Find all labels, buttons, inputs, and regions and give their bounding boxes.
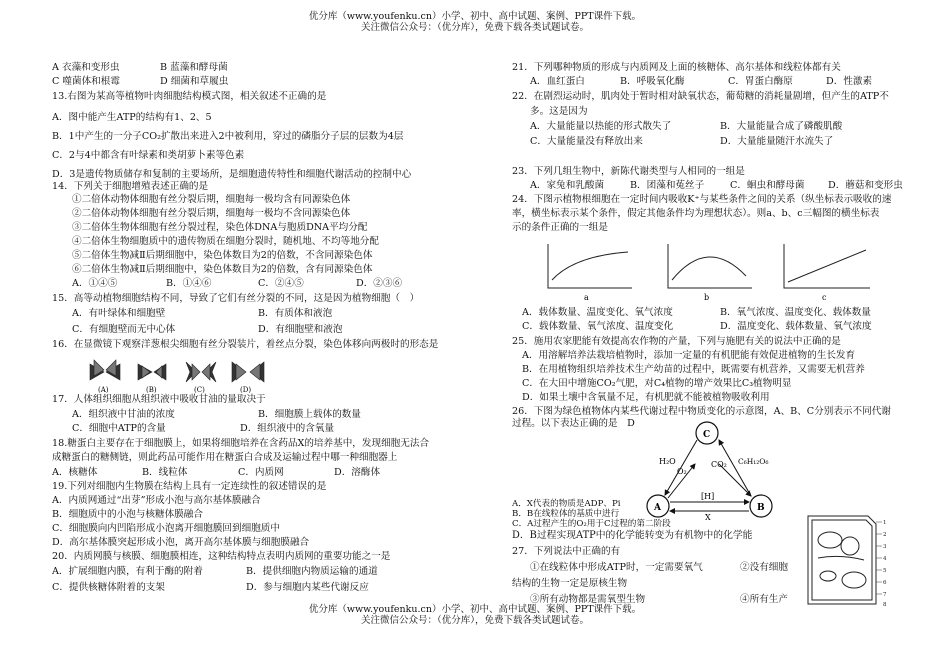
q26-stem-1: 26．下图为绿色植物体内某些代谢过程中物质变化的示意图，A、B、C分别表示不同代谢 (512, 406, 891, 417)
q22-stem-2: 多。这是因为 (530, 106, 588, 117)
cell-label-2: 2 (883, 532, 887, 538)
q14-option-c: C．②④⑤ (258, 278, 304, 289)
cell-label-5: 5 (883, 568, 887, 574)
q22-option-a: A．大量能量以热能的形式散失了 (530, 121, 672, 132)
q24-option-d: D．温度变化、载体数量、氧气浓度 (720, 321, 872, 332)
q26-label-a: A (654, 503, 661, 513)
q20-option-d: D．参与细胞内某些代谢反应 (246, 582, 369, 593)
header (0, 11, 950, 34)
q25-option-c: C．在大田中增施CO₂气肥，对C₄植物的增产效果比C₃植物明显 (522, 378, 792, 389)
q24-stem-2: 率，横坐标表示某个条件，假定其他条件均为理想状态）。则a、b、c三幅图的横坐标表 (512, 208, 880, 219)
q21-stem: 21．下列哪种物质的形成与内质网及上面的核糖体、高尔基体和线粒体都有关 (512, 62, 841, 73)
q26-option-b: B．B在线粒体的基质中进行 (512, 509, 620, 519)
q16-figure-a (90, 360, 120, 380)
q20-option-a: A．扩展细胞内膜，有利于酶的附着 (52, 566, 203, 577)
q26-option-a: A．X代表的物质是ADP、Pi (512, 499, 621, 509)
footer (0, 604, 950, 627)
q15-option-b: B．有质体和液泡 (258, 308, 333, 319)
q12-option-d: D 细菌和草履虫 (160, 76, 229, 87)
q23-option-b: B．团藻和菟丝子 (630, 180, 705, 191)
q13-option-c: C．2与4中都含有叶绿素和类胡萝卜素等色素 (52, 150, 245, 161)
q23-option-c: C．蛔虫和酵母菌 (730, 180, 805, 191)
header-line-2: 关注微信公众号：（优分库），免费下载各类试题试卷。 (360, 22, 589, 34)
q25-option-a: A．用溶解培养法栽培植物时，添加一定量的有机肥能有效促进植物的生长发育 (522, 350, 856, 361)
q15-stem: 15．高等动植物细胞结构不同，导致了它们有丝分裂的不同，这是因为植物细胞（ ） (52, 293, 420, 304)
q26-label-c: C (703, 430, 711, 440)
q26-option-c: C．A过程产生的O₂用于C过程的第二阶段 (512, 519, 671, 529)
q24-graph-b-label: b (704, 293, 710, 302)
q22-option-c: C．大量能量没有释放出来 (530, 136, 643, 147)
q18-option-a: A．核糖体 (52, 467, 98, 478)
q24-graphs (540, 240, 880, 302)
q17-option-a: A．组织液中甘油的浓度 (72, 409, 175, 420)
q16-label-a: (A) (98, 386, 109, 394)
q13-option-a: A．图中能产生ATP的结构有1、2、5 (52, 112, 212, 123)
q24-option-a: A．载体数量、温度变化、氧气浓度 (522, 307, 673, 318)
q17-option-d: D．组织液中的含氧量 (240, 423, 335, 434)
q18-option-d: D．溶酶体 (334, 467, 381, 478)
q16-figure-b (138, 364, 166, 380)
cell-label-4: 4 (883, 556, 887, 562)
q26-label-co2: CO₂ (711, 460, 727, 469)
q24-graph-b-curve (672, 257, 746, 280)
q15-option-a: A．有叶绿体和细胞壁 (72, 308, 166, 319)
q23-option-a: A．家兔和乳酸菌 (530, 180, 605, 191)
q20-option-c: C．提供核糖体附着的支架 (52, 582, 165, 593)
q24-graph-a-axes (548, 244, 632, 288)
cell-label-3: 3 (883, 544, 887, 550)
cell-label-1: 1 (883, 520, 887, 526)
q24-graph-c-line (788, 250, 866, 282)
q26-label-h2o: H₂O (659, 457, 676, 466)
q17-option-c: C．细胞中ATP的含量 (72, 423, 166, 434)
q18-option-c: C．内质网 (238, 467, 284, 478)
q25-option-b: B．在用植物组织培养技术生产幼苗的过程中，既需要有机营养，又需要无机营养 (522, 364, 865, 375)
q27-item-2: ②没有细胞 (740, 562, 788, 573)
q27-item-2-cont: 结构的生物一定是原核生物 (512, 578, 628, 589)
q18-option-b: B．线粒体 (142, 467, 188, 478)
q25-stem: 25．施用农家肥能有效提高农作物的产量，下列与施肥有关的说法中正确的是 (512, 336, 841, 347)
q18-stem-1: 18.糖蛋白主要存在于细胞膜上，如果将细胞培养在含药品X的培养基中，发现细胞无法合 (52, 438, 430, 449)
q26-label-h: [H] (701, 492, 715, 501)
nucleus (841, 537, 859, 555)
q17-option-b: B．细胞膜上载体的数量 (258, 409, 361, 420)
chloroplast-1 (818, 532, 842, 548)
q18-stem-2: 成糖蛋白的糖侧链，则此药品可能作用在糖蛋白合成及运输过程中哪一种细胞器上 (52, 452, 398, 463)
q26-label-b: B (757, 503, 765, 513)
q12-option-b: B 蓝藻和酵母菌 (160, 62, 228, 73)
q24-option-c: C．载体数量、氧气浓度、温度变化 (522, 321, 674, 332)
q14-item-2: ②二倍体动物体细胞有丝分裂后期，细胞每一极均不含同源染色体 (72, 208, 351, 219)
q22-option-d: D．大量能量随汗水流失了 (720, 136, 834, 147)
chloroplast-2 (842, 572, 866, 588)
q19-option-a: A．内质网通过“出芽”形成小泡与高尔基体膜融合 (52, 495, 261, 506)
q19-stem: 19.下列对细胞内生物膜在结构上具有一定连续性的叙述错误的是 (52, 481, 327, 492)
q13-stem: 13.右图为某高等植物叶肉细胞结构模式图，相关叙述不正确的是 (52, 91, 327, 102)
q14-item-6: ⑥二倍体生物减Ⅱ后期细胞中，染色体数目为2的倍数，含有同源染色体 (72, 264, 373, 275)
q23-stem: 23．下列几组生物中，新陈代谢类型与人相同的一组是 (512, 166, 745, 177)
q14-stem: 14．下列关于细胞增殖表述正确的是 (52, 181, 209, 192)
q27-item-4: ④所有生产 (740, 594, 788, 605)
q24-graph-a-curve (552, 252, 628, 280)
q22-stem-1: 22．在剧烈运动时，肌肉处于暂时相对缺氧状态，葡萄糖的消耗量剧增，但产生的ATP不 (512, 91, 889, 102)
q19-option-d: D．高尔基体膜突起形成小泡，离开高尔基体膜与细胞膜融合 (52, 537, 310, 548)
cell-label-7: 7 (883, 592, 887, 598)
q21-option-c: C．胃蛋白酶原 (728, 76, 793, 87)
footer-line-1: 优分库（www.youfenku.cn）小学、初中、高中试题、案例、PPT课件下载。 (308, 604, 642, 615)
q24-option-b: B．氧气浓度、温度变化、载体数量 (720, 307, 871, 318)
footer-line-2: 关注微信公众号：（优分库），免费下载各类试题试卷。 (360, 615, 589, 627)
q20-stem: 20．内质网膜与核膜、细胞膜相连，这种结构特点表明内质网的重要功能之一是 (52, 551, 391, 562)
mitochondrion (820, 571, 836, 581)
q26-label-o2: O₂ (677, 467, 687, 476)
q25-option-d: D．如果土壤中含氧量不足，有机肥就不能被植物吸收利用 (522, 392, 770, 403)
q14-item-5: ⑤二倍体生物减Ⅱ后期细胞中，染色体数目为2的倍数，不含同源染色体 (72, 250, 373, 261)
q27-item-3: ③所有动物都是需氧型生物 (530, 594, 646, 605)
q27-stem: 27．下列说法中正确的有 (512, 546, 621, 557)
q26-option-d: D．B过程实现ATP中的化学能转变为有机物中的化学能 (512, 530, 753, 541)
q12-option-c: C 噬菌体和根霉 (52, 76, 120, 87)
q16-figure-d (232, 362, 264, 382)
q13-cell-diagram (800, 510, 890, 610)
q14-option-a: A．①④⑤ (72, 278, 118, 289)
q16-figure-c (186, 362, 216, 382)
q27-item-1: ①在线粒体中形成ATP时，一定需要氧气 (530, 562, 703, 573)
q24-graph-b-axes (668, 244, 752, 288)
q21-option-a: A．血红蛋白 (530, 76, 585, 87)
q16-stem: 16．在显微镜下观察洋葱根尖细胞有丝分裂装片，着丝点分裂，染色体移向两极时的形态是 (52, 339, 439, 350)
q14-option-b: B．①④⑥ (166, 278, 212, 289)
q26-stem-2: 过程。以下表达正确的是 D (512, 418, 635, 429)
q21-option-b: B．呼吸氧化酶 (620, 76, 685, 87)
q16-label-b: (B) (146, 386, 157, 394)
q26-label-glucose: C₆H₁₂O₆ (738, 457, 769, 466)
q26-label-x: X (705, 513, 711, 522)
q15-option-c: C．有细胞壁而无中心体 (72, 324, 176, 335)
q24-graph-c-label: c (822, 293, 827, 302)
q19-option-c: C．细胞膜向内凹陷形成小泡离开细胞膜回到细胞质中 (52, 523, 280, 534)
q24-graph-a-label: a (584, 293, 589, 302)
q13-option-d: D．3是遗传物质储存和复制的主要场所，是细胞遗传特性和细胞代谢活动的控制中心 (52, 169, 412, 180)
header-line-1: 优分库（www.youfenku.cn）小学、初中、高中试题、案例、PPT课件下载。 (308, 11, 642, 22)
cell-wall (808, 516, 876, 604)
cell-label-6: 6 (883, 580, 887, 586)
q16-label-d: (D) (240, 386, 252, 394)
q26-diagram (615, 420, 795, 522)
vacuole-edge (818, 556, 864, 560)
q16-label-c: (C) (194, 386, 205, 394)
cell-label-8: 8 (883, 602, 887, 608)
q14-item-3: ③二倍体生物体细胞有丝分裂过程，染色体DNA与胞质DNA平均分配 (72, 222, 368, 233)
q20-option-b: B．提供细胞内物质运输的通道 (246, 566, 378, 577)
q14-option-d: D．②③⑥ (356, 278, 403, 289)
q24-stem-1: 24．下图示植物根细胞在一定时间内吸收K⁺与某些条件之间的关系（纵坐标表示吸收的速 (512, 194, 892, 205)
q15-option-d: D．有细胞壁和液泡 (258, 324, 343, 335)
q16-chromosome-figures (80, 352, 280, 396)
q17-stem: 17．人体组织细胞从组织液中吸收甘油的量取决于 (52, 394, 266, 405)
q23-option-d: D．蘑菇和变形虫 (828, 180, 903, 191)
q19-option-b: B．细胞质中的小泡与核糖体膜融合 (52, 509, 203, 520)
q22-option-b: B．大量能量合成了磷酸肌酸 (720, 121, 843, 132)
q13-option-b: B．1中产生的一分子CO₂扩散出来进入2中被利用，穿过的磷脂分子层的层数为4层 (52, 131, 404, 142)
q14-item-1: ①二倍体动物体细胞有丝分裂后期，细胞每一极均含有同源染色体 (72, 194, 351, 205)
q21-option-d: D．性激素 (826, 76, 873, 87)
q24-stem-3: 示的条件正确的一组是 (512, 222, 608, 233)
q12-option-a: A 衣藻和变形虫 (52, 62, 120, 73)
q14-item-4: ④二倍体生物细胞质中的遗传物质在细胞分裂时，随机地、不均等地分配 (72, 236, 379, 247)
